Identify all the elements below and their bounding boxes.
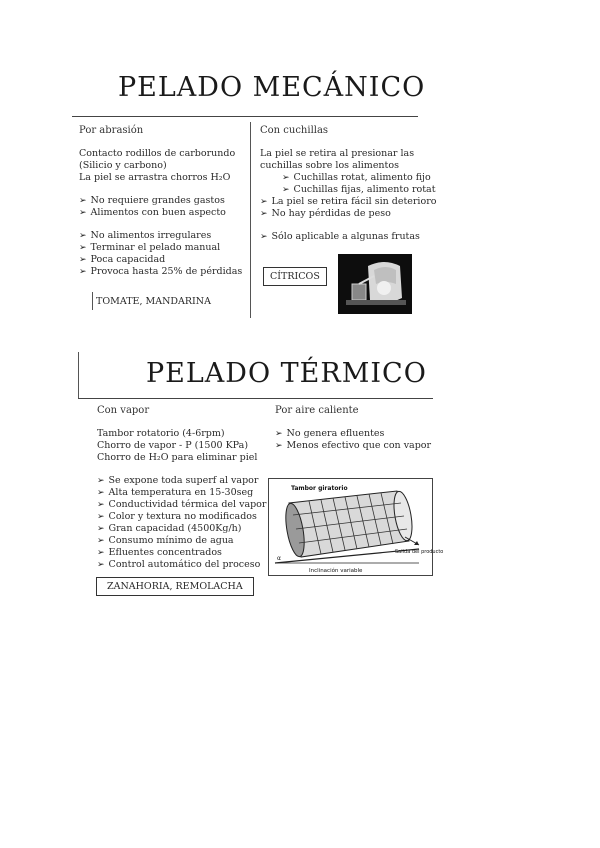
abrasion-pro: ➢ No requiere grandes gastos — [79, 195, 242, 207]
blades-sub: ➢ Cuchillas fijas, alimento rotat — [260, 184, 436, 196]
steam-bullet: ➢ Se expone toda superf al vapor — [97, 475, 266, 487]
abrasion-pro: ➢ Alimentos con buen aspecto — [79, 207, 242, 219]
incline-label: Inclinación variable — [309, 568, 363, 574]
steam-line: Chorro de H₂O para eliminar piel — [97, 452, 258, 463]
steam-heading: Con vapor — [97, 405, 150, 416]
steam-bullet: ➢ Alta temperatura en 15-30seg — [97, 487, 266, 499]
steam-line: Tambor rotatorio (4-6rpm) — [97, 428, 225, 439]
steam-line: Chorro de vapor - P (1500 KPa) — [97, 440, 249, 451]
peeler-photo — [338, 254, 412, 314]
blades-line: cuchillas sobre los alimentos — [260, 160, 399, 171]
abrasion-line: La piel se arrastra chorros H₂O — [79, 172, 231, 183]
section2-title: PELADO TÉRMICO — [146, 358, 427, 389]
rotating-drum-diagram — [268, 478, 444, 576]
abrasion-heading: Por abrasión — [79, 125, 144, 136]
blades-bullet: ➢ La piel se retira fácil sin deterioro — [260, 196, 436, 208]
steam-bullet: ➢ Efluentes concentrados — [97, 547, 266, 559]
hot-air-bullet: ➢ Menos efectivo que con vapor — [275, 440, 431, 452]
abrasion-example: TOMATE, MANDARINA — [96, 296, 211, 307]
steam-bullet: ➢ Color y textura no modificados — [97, 511, 266, 523]
steam-bullet: ➢ Conductividad térmica del vapor — [97, 499, 266, 511]
drum-label: Tambor giratorio — [291, 485, 348, 492]
abrasion-con: ➢ No alimentos irregulares — [79, 230, 242, 242]
section2-title-bracket — [78, 352, 79, 398]
steam-bullet: ➢ Control automático del proceso — [97, 559, 266, 571]
section2-left-column — [97, 405, 266, 571]
hot-air-heading: Por aire caliente — [275, 405, 359, 416]
abrasion-con: ➢ Poca capacidad — [79, 254, 242, 266]
abrasion-line: Contacto rodillos de carborundo — [79, 148, 236, 159]
abrasion-line: (Silicio y carbono) — [79, 160, 167, 171]
peeler-machine-icon — [338, 254, 412, 314]
steam-bullet: ➢ Consumo mínimo de agua — [97, 535, 266, 547]
section2-right-column — [275, 405, 431, 452]
section1-left-column — [79, 125, 242, 278]
hot-air-bullet: ➢ No genera efluentes — [275, 428, 431, 440]
steam-example-box: ZANAHORIA, REMOLACHA — [96, 577, 254, 596]
example-marker — [92, 292, 93, 310]
section1-title-rule — [72, 116, 418, 117]
section1-right-column — [260, 125, 436, 243]
blades-line: La piel se retira al presionar las — [260, 148, 415, 159]
section1-title: PELADO MECÁNICO — [118, 72, 426, 103]
outlet-label: Salida del producto — [395, 549, 444, 555]
abrasion-con: ➢ Terminar el pelado manual — [79, 242, 242, 254]
angle-label: α — [277, 555, 281, 562]
section2-title-rule — [78, 398, 433, 399]
blades-note: ➢ Sólo aplicable a algunas frutas — [260, 231, 436, 243]
steam-bullet: ➢ Gran capacidad (4500Kg/h) — [97, 523, 266, 535]
abrasion-con: ➢ Provoca hasta 25% de pérdidas — [79, 266, 242, 278]
blades-example-box: CÍTRICOS — [263, 267, 327, 286]
blades-heading: Con cuchillas — [260, 125, 329, 136]
section1-column-divider — [250, 122, 251, 318]
blades-sub: ➢ Cuchillas rotat, alimento fijo — [260, 172, 436, 184]
blades-bullet: ➢ No hay pérdidas de peso — [260, 208, 436, 220]
